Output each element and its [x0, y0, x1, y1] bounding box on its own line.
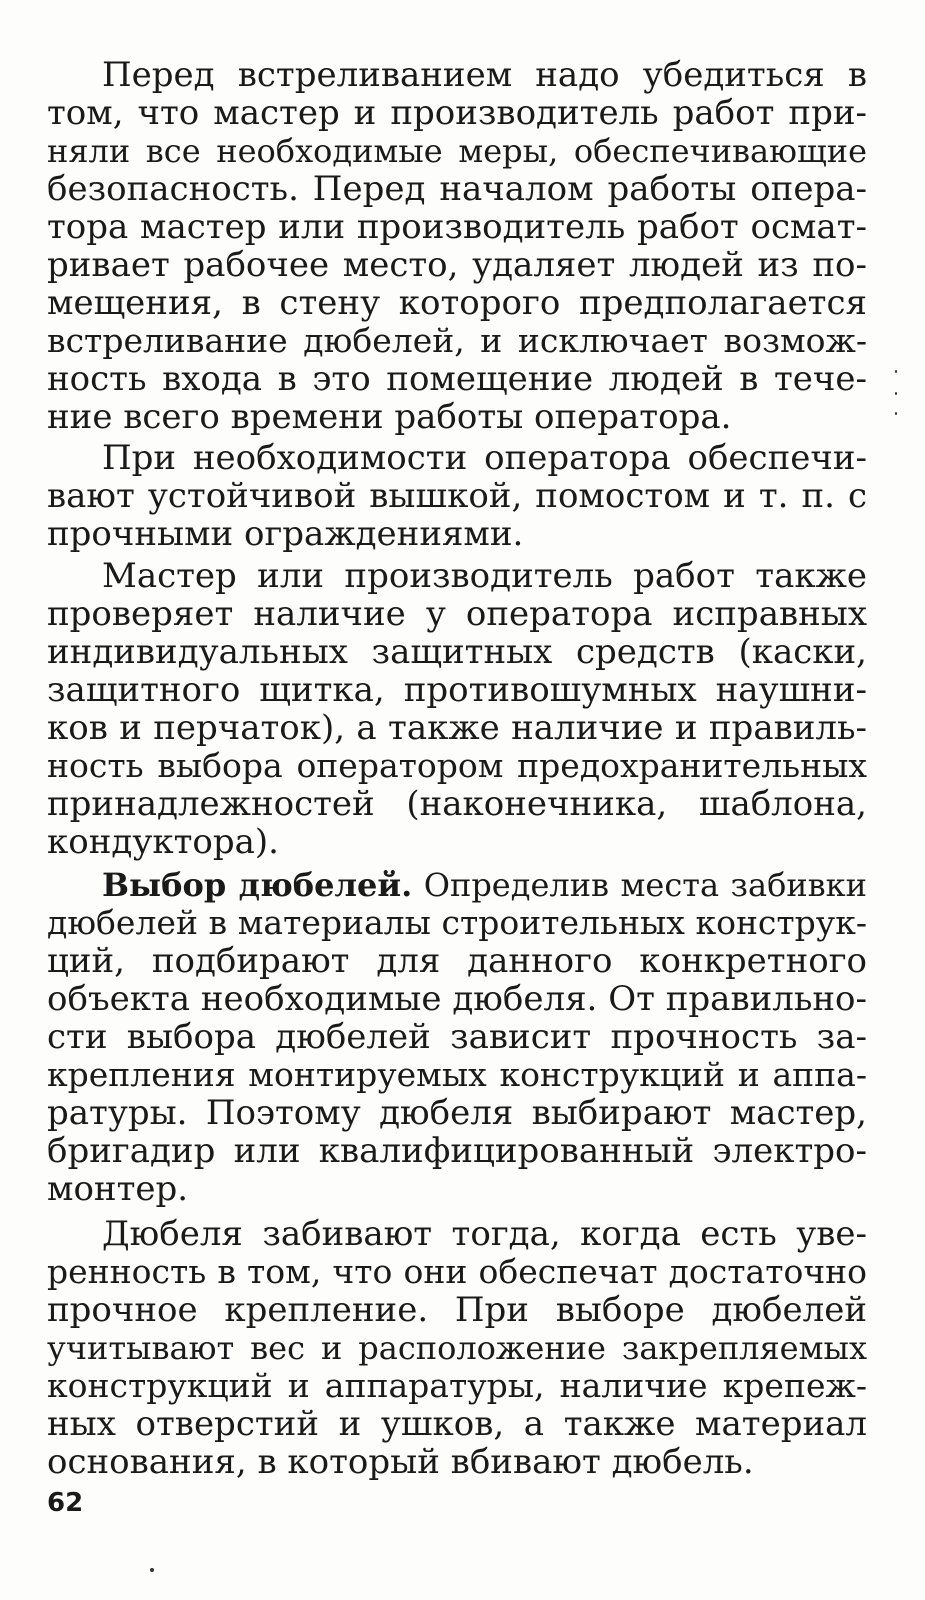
text-line: бригадир или квалифицированный электро-	[47, 1131, 867, 1171]
text-line: тора мастер или производитель работ осмат-	[47, 207, 867, 247]
text-line: конструкций и аппаратуры, наличие крепеж-	[47, 1366, 867, 1405]
text-line: няли все необходимые меры, обеспечивающие	[47, 132, 867, 170]
text-line: том, что мастер и производитель работ при-	[47, 93, 867, 133]
text-line: ность входа в это помещение людей в тече-	[47, 359, 867, 399]
text-line: прочное крепление. При выборе дюбелей	[47, 1290, 867, 1330]
text-line: Перед встреливанием надо убедиться в	[102, 55, 867, 95]
text-line: ние всего времени работы оператора.	[47, 397, 732, 437]
text-line: основания, в который вбивают дюбель.	[47, 1442, 754, 1482]
text-line: дюбелей в материалы строительных конструк-	[47, 903, 867, 942]
scan-speck	[895, 392, 897, 395]
text-line: учитывают вес и расположение закрепляемых	[47, 1329, 867, 1367]
text-line: прочными ограждениями.	[47, 514, 524, 554]
text-line: принадлежностей (наконечника, шаблона,	[47, 784, 867, 824]
text-line: ривает рабочее место, удаляет людей из по-	[47, 245, 867, 285]
text-line: монтер.	[47, 1169, 189, 1209]
page-number: 62	[47, 1488, 84, 1518]
text-line: встреливание дюбелей, и исключает возмож-	[47, 321, 867, 360]
text-line: ций, подбирают для данного конкретного	[47, 941, 867, 981]
text-line: ность выбора оператором предохранительных	[47, 746, 867, 785]
text-line: ных отверстий и ушков, а также материал	[47, 1404, 867, 1444]
text-line: безопасность. Перед началом работы опера-	[47, 169, 867, 209]
text-line: сти выбора дюбелей зависит прочность за-	[47, 1017, 867, 1057]
heading-line-rest: Определив места забивки	[412, 866, 868, 904]
text-line: кондуктора).	[47, 822, 279, 862]
text-line: крепления монтируемых конструкций и аппа-	[47, 1055, 867, 1094]
text-line: вают устойчивой вышкой, помостом и т. п. с	[47, 476, 867, 516]
text-line: ренность в том, что они обеспечат достаточно	[47, 1252, 867, 1291]
scan-speck	[150, 1568, 154, 1572]
section-heading: Выбор дюбелей.	[102, 866, 413, 904]
text-line: объекта необходимые дюбеля. От правильно-	[47, 979, 867, 1019]
text-line: индивидуальных защитных средств (каски,	[47, 632, 867, 672]
text-line: ратуры. Поэтому дюбеля выбирают мастер,	[47, 1093, 867, 1133]
text-line: мещения, в стену которого предполагается	[47, 283, 867, 323]
text-line: проверяет наличие у оператора исправных	[47, 594, 867, 634]
scan-speck	[895, 370, 897, 373]
text-line: При необходимости оператора обеспечи-	[102, 438, 867, 478]
text-line: Мастер или производитель работ также	[102, 556, 867, 596]
text-line: ков и перчаток), а также наличие и правиль-	[47, 708, 867, 748]
text-line	[47, 865, 867, 905]
text-line: Дюбеля забивают тогда, когда есть уве-	[102, 1214, 867, 1254]
text-line: защитного щитка, противошумных наушни-	[47, 670, 867, 710]
scan-speck	[895, 412, 897, 415]
